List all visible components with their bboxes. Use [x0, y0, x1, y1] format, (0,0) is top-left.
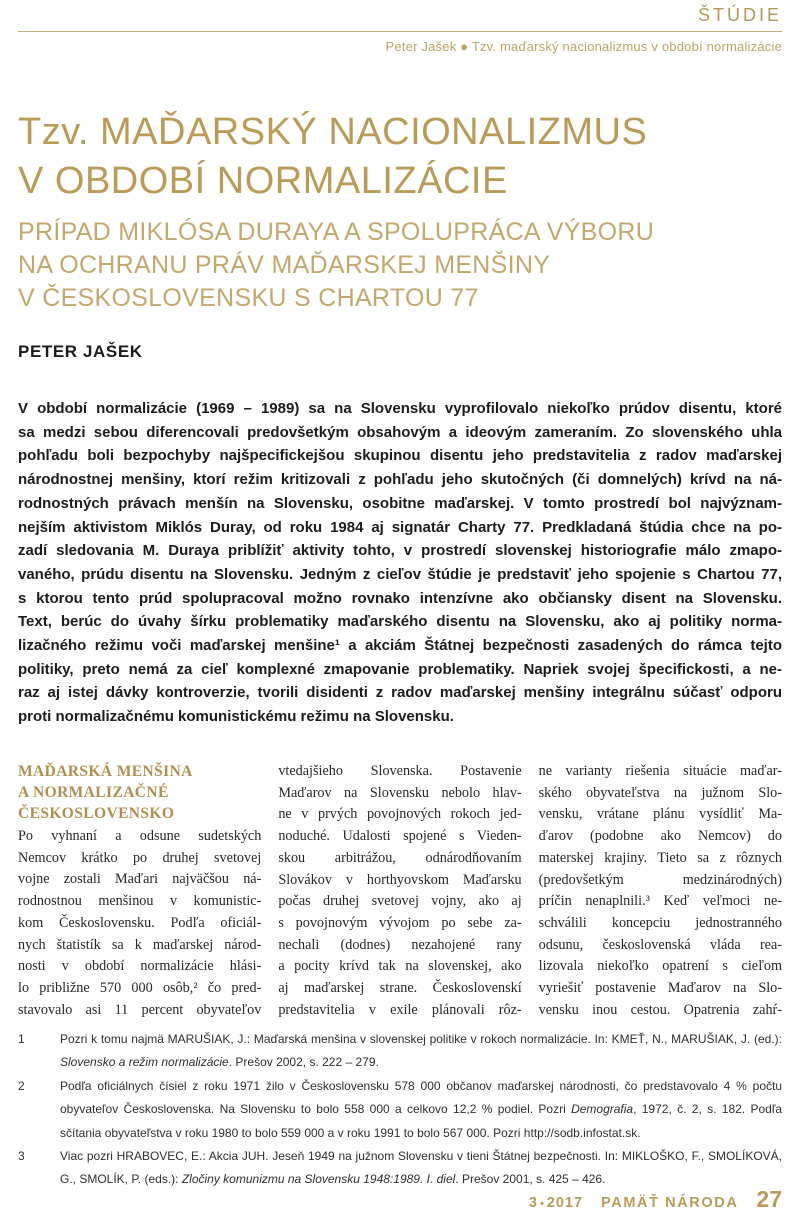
- column-1-text: [18, 826, 261, 1021]
- text-line: skou arbitrážou, odnárodňovaním: [278, 849, 522, 866]
- text-line: lo približne 570 000 osôb,² čo pred-: [18, 979, 262, 996]
- text-line: ského obyvateľstva na južnom Slo-: [538, 784, 782, 801]
- text-line: MAĎARSKÁ MENŠINA: [18, 763, 193, 780]
- text-line: NA OCHRANU PRÁV MAĎARSKEJ MENŠINY: [18, 251, 551, 279]
- text-line: vojne zostali Maďari najväčšou ná-: [18, 871, 262, 888]
- header-rule: [18, 31, 782, 32]
- text-line: raz aj istej dávky kontroverzie, tvorili disidenti z radov maďarskej menšiny integrálnu súčasť odporu: [18, 684, 782, 702]
- text-line: vensku, vrátane plánu vysídliť Ma-: [538, 806, 782, 823]
- text-line: (predovšetkým medzinárodných): [538, 871, 782, 888]
- column-2: [278, 761, 521, 1021]
- text-line: vaného, prúdu disentu na Slovensku. Jedným z cieľov štúdie je predstaviť jeho spojenie s Chartou 77,: [18, 565, 782, 583]
- text-line: vtedajšieho Slovenska. Postavenie: [278, 763, 522, 779]
- abstract-paragraph: [18, 397, 782, 729]
- section-label: ŠTÚDIE: [697, 5, 782, 25]
- text-line: rodnostných právach menšín na Slovensku, osobitne maďarskej. V tomto prostredí bol najvýznam-: [18, 494, 782, 512]
- text-line: ďarov (podobne ako Nemcov) do: [538, 828, 782, 845]
- footnote-citation-title: Demografia: [571, 1102, 634, 1117]
- column-2-text: [278, 761, 521, 1021]
- text-line: V ČESKOSLOVENSKU S CHARTOU 77: [18, 284, 479, 312]
- text-line: Slovákov v horthyovskom Maďarsku: [278, 871, 522, 888]
- text-line: A NORMALIZAČNÉ: [18, 784, 169, 801]
- text-line: príčin nenaplnili.³ Keď veľmoci ne-: [538, 893, 782, 910]
- running-head: Peter Jašek ● Tzv. maďarský nacionalizmus v období normalizácie: [385, 39, 782, 54]
- text-line: lizačného režimu voči maďarskej menšine¹ a akciám Štátnej bezpečnosti zasadených do rámca tejto: [18, 637, 782, 655]
- text-line: proti normalizačnému komunistickému režimu na Slovensku.: [18, 708, 454, 726]
- footnote-citation-title: Slovensko a režim normalizácie: [60, 1055, 229, 1070]
- text-line: sa medzi sebou diferencovali predovšetkým obsahovým a ideovým zameraním. Zo slovenského uhla: [18, 423, 782, 441]
- page-footer: [529, 1186, 782, 1213]
- text-line: V období normalizácie (1969 – 1989) sa na Slovensku vyprofilovalo niekoľko prúdov disentu, ktoré: [18, 400, 782, 417]
- footnote-segment: . Prešov 2001, s. 425 – 426.: [455, 1172, 606, 1187]
- text-line: schválili koncepciu jednostranného: [538, 914, 782, 931]
- text-line: národnostnej menšiny, ktorí režim kritizovali z pohľadu jeho skutočných (či domnelých) krívd na ná-: [18, 471, 782, 489]
- text-line: s ktorou tento prúd spolupracoval možno rovnako intenzívne ako občiansky disent na Slovensku.: [18, 589, 782, 607]
- issue-year: 2017: [546, 1195, 584, 1211]
- text-line: Tzv. MAĎARSKÝ NACIONALIZMUS: [18, 111, 648, 153]
- footnote-segment: , 1972, č. 2, s. 182. Podľa sčítania obyvateľstva v roku 1980 to bolo 559 000 a v roku 1991 to bolo 567 000. Pozri http://sodb.infostat.sk.: [60, 1102, 782, 1140]
- page-number: 27: [756, 1186, 782, 1212]
- issue-number: 3: [528, 1195, 538, 1211]
- article-subtitle: [18, 216, 654, 315]
- footnote-number: 2: [18, 1078, 25, 1093]
- text-line: Maďarov na Slovensku nebolo hlav-: [278, 784, 522, 801]
- text-line: materskej krajiny. Tieto sa z rôznych: [538, 849, 782, 866]
- column-3: [539, 761, 782, 1021]
- footnote-number: 3: [18, 1149, 25, 1164]
- text-line: Text, berúc do úvahy šírku problematiky maďarského disentu na Slovensku, ako aj politiky norma-: [18, 613, 782, 631]
- text-line: vyriešiť postavenie Maďarov na Slo-: [538, 980, 782, 997]
- text-line: ne v prvých povojnových rokoch jed-: [278, 806, 522, 823]
- footnote-citation-title: Zločiny komunizmu na Slovensku 1948:1989. I. diel: [181, 1172, 456, 1187]
- text-line: politiky, preto nemá za cieľ komplexné zmapovanie problematiky. Napriek svojej špecifickosti, a ne-: [18, 660, 782, 678]
- issue-info: [529, 1195, 583, 1211]
- text-line: Po vyhnaní a odsune sudetských: [18, 828, 262, 844]
- text-line: počas druhej svetovej vojny, ako aj: [278, 893, 522, 910]
- footnote-segment: . Prešov 2002, s. 222 – 279.: [228, 1055, 379, 1070]
- footnote-segment: Viac pozri HRABOVEC, E.: Akcia JUH. Jeseň 1949 na južnom Slovensku v tieni Štátnej bezpečnosti. In: MIKLOŠKO, F., SMOLÍKOVÁ, G., SMOLÍK, P. (eds.):: [60, 1149, 782, 1187]
- text-line: vensku inou cestou. Opatrenia zahŕ-: [538, 1001, 782, 1018]
- text-line: pohľadu boli bezpochyby najšpecifickejšou skupinou disentu jeho predstavitelia z radov maďarskej: [18, 447, 782, 465]
- text-line: nechali (dodnes) nezahojené rany: [278, 936, 522, 953]
- text-line: a pocity krívd tak na slovenskej, ako: [278, 958, 522, 975]
- footnote-segment: Pozri k tomu najmä MARUŠIAK, J.: Maďarská menšina v slovenskej politike v rokoch normalizácie. In: KMEŤ, N., MARUŠIAK, J. (ed.):: [60, 1032, 782, 1046]
- text-line: nejším aktivistom Miklós Duray, od roku 1984 aj signatár Charty 77. Predkladaná štúdia chce na po-: [18, 518, 782, 536]
- footnote-text: [60, 1075, 782, 1145]
- text-line: kom Československu. Podľa oficiál-: [18, 914, 262, 931]
- text-line: V OBDOBÍ NORMALIZÁCIE: [18, 160, 508, 202]
- footnote: [18, 1075, 782, 1145]
- article-columns: [18, 761, 782, 1021]
- footnote: [18, 1145, 782, 1192]
- text-line: nosti v období normalizácie hlási-: [18, 958, 262, 975]
- footnote-text: [60, 1145, 782, 1192]
- article-title: [18, 108, 647, 206]
- bullet-separator: •: [539, 1198, 545, 1210]
- author-name: PETER JAŠEK: [18, 342, 143, 361]
- text-line: aj maďarskej strane. Československí: [278, 980, 522, 997]
- column-3-text: [539, 761, 782, 1021]
- text-line: Nemcov krátko po druhej svetovej: [18, 849, 262, 866]
- text-line: s povojnovým vývojom po sebe za-: [278, 914, 522, 931]
- journal-name: PAMÄŤ NÁRODA: [601, 1195, 739, 1211]
- footnote: [18, 1028, 782, 1075]
- text-line: lizovala niekoľko opatrení s cieľom: [538, 958, 782, 975]
- text-line: odsunu, československá vláda rea-: [538, 936, 782, 953]
- column-1: [18, 761, 261, 1021]
- text-line: PRÍPAD MIKLÓSA DURAYA A SPOLUPRÁCA VÝBORU: [18, 218, 655, 246]
- footnote-segment: Podľa oficiálnych čísiel z roku 1971 žilo v Československu 578 000 občanov maďarskej národnosti, čo predstavovalo 4 % počtu obyvateľov Československa. Na Slovensku to bolo 558 000 a celkovo 12,2 % podiel. Pozri: [60, 1078, 782, 1117]
- text-line: predstavitelia v exile plánovali rôz-: [278, 1001, 522, 1018]
- text-line: rodnostnou menšinou v komunistic-: [18, 893, 262, 910]
- text-line: stavovalo asi 11 percent obyvateľov: [18, 1001, 262, 1018]
- footnotes-block: [18, 1028, 782, 1192]
- text-line: ČESKOSLOVENSKO: [18, 805, 175, 822]
- text-line: noduché. Udalosti spojené s Vieden-: [278, 828, 522, 845]
- footnote-number: 1: [18, 1032, 25, 1046]
- text-line: ne varianty riešenia situácie maďar-: [538, 763, 782, 779]
- footnote-text: [60, 1028, 782, 1075]
- text-line: nych štatistík sa k maďarskej národ-: [18, 936, 262, 953]
- section-heading: [18, 761, 261, 824]
- text-line: zadí sledovania M. Duraya priblížiť aktivity tohto, v prostredí slovenskej historiografie málo zmapo-: [18, 542, 782, 560]
